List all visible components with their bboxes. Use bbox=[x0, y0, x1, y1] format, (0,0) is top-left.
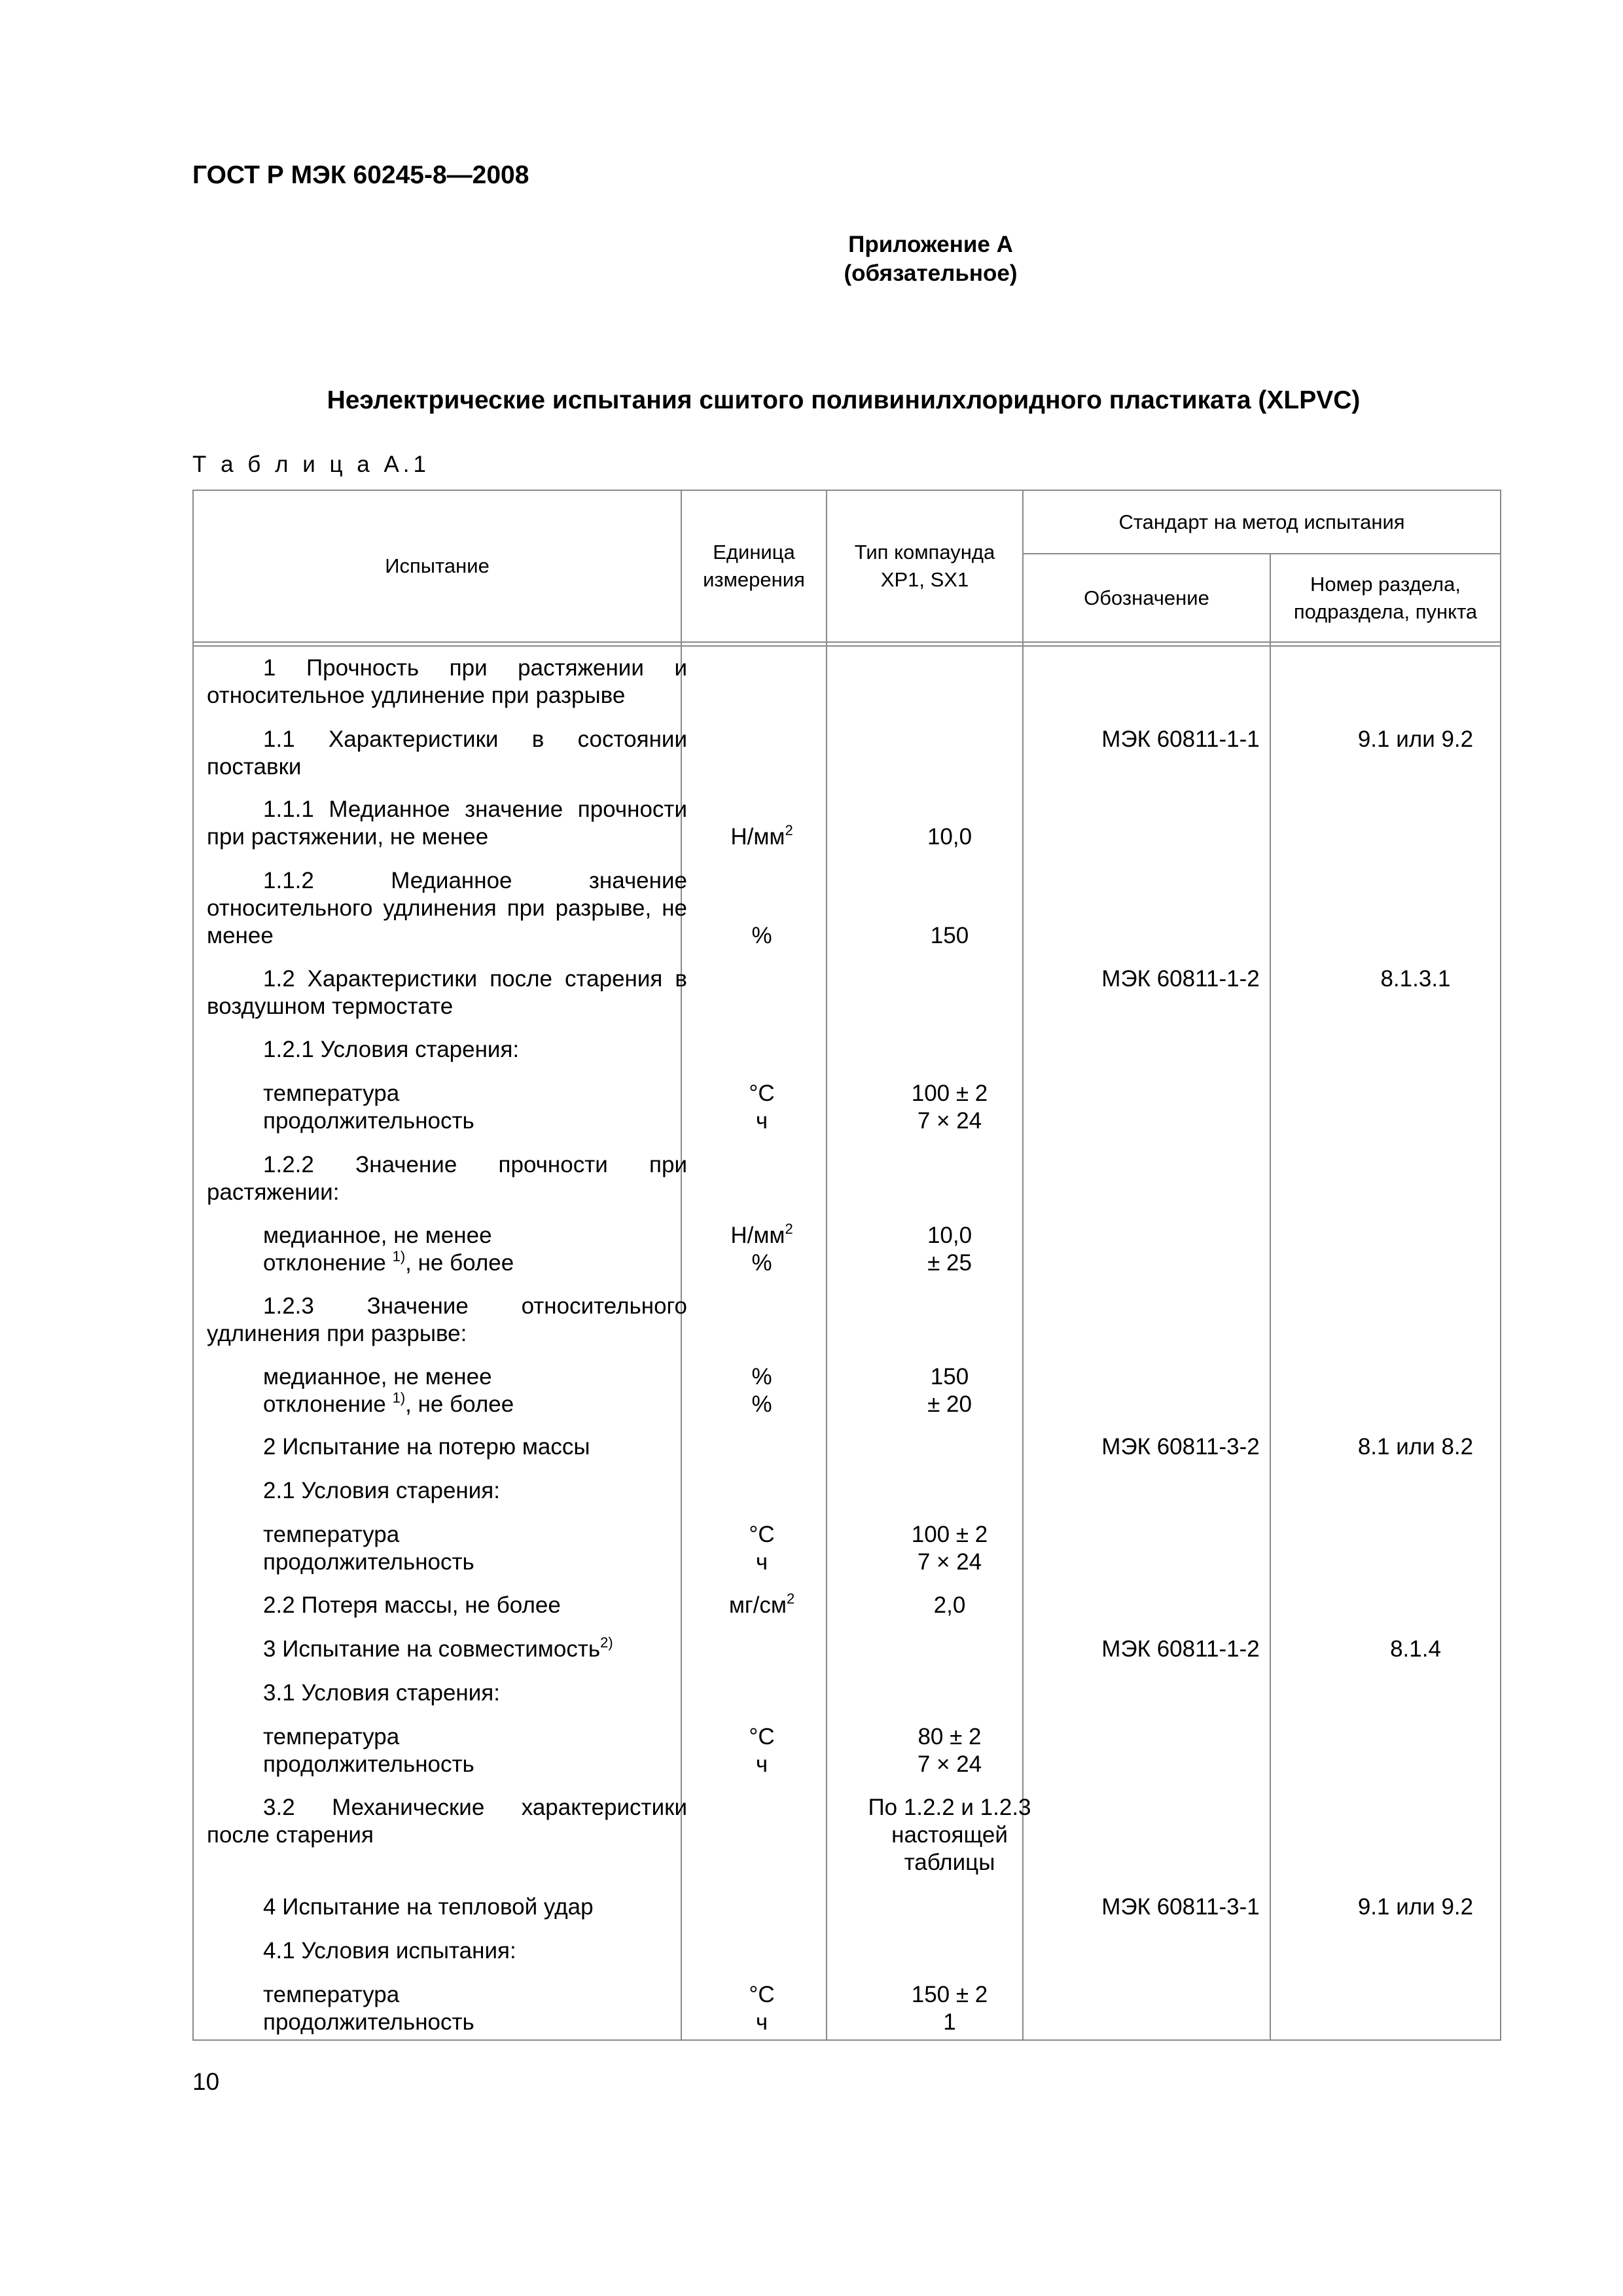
cell-test: 2 Испытание на потерю массы bbox=[263, 1434, 590, 1460]
cell-test: 1.1 Характеристики в состоянии поставки bbox=[207, 726, 687, 780]
cell-test: 3.2 Механические характеристики после старения bbox=[207, 1795, 687, 1848]
cell-test: 2.2 Потеря массы, не более bbox=[263, 1592, 561, 1618]
cell-value: 150 ± 2 1 bbox=[911, 1982, 988, 2035]
cell-test: температура продолжительность bbox=[263, 1522, 474, 1575]
cell-unit: % % bbox=[751, 1364, 772, 1417]
page-number: 10 bbox=[192, 2068, 220, 2095]
cell-unit: $мг/см^2$ bbox=[728, 1590, 795, 1618]
header-bottom-line bbox=[192, 641, 1501, 643]
cell-test: 1.2.3 Значение относительного удлинения при разрыве: bbox=[207, 1293, 687, 1346]
cell-clause: 8.1.4 bbox=[1390, 1636, 1441, 1662]
cell-value: 150 ± 20 bbox=[927, 1364, 972, 1417]
document-title: Неэлектрические испытания сшитого поливинилхлоридного пластиката (XLPVC) bbox=[327, 386, 1361, 414]
header-unit: Единица измерения bbox=[703, 541, 805, 591]
cell-test: температура продолжительность bbox=[263, 1982, 474, 2035]
cell-test: 1.2.2 Значение прочности при растяжении: bbox=[207, 1152, 687, 1205]
cell-clause: 8.1 или 8.2 bbox=[1357, 1434, 1474, 1460]
cell-standard: МЭК 60811-1-2 bbox=[1101, 966, 1260, 992]
header-test: Испытание bbox=[385, 554, 490, 577]
cell-test: 3.1 Условия старения: bbox=[263, 1680, 500, 1706]
cell-unit: % bbox=[751, 923, 772, 948]
appendix-type: (обязательное) bbox=[844, 260, 1018, 286]
cell-unit: °С ч bbox=[749, 1982, 775, 2035]
cell-test: медианное, не менее отклонение $^{1)}$, не более bbox=[263, 1223, 514, 1276]
cell-standard: МЭК 60811-3-1 bbox=[1101, 1894, 1260, 1920]
cell-test: медианное, не менее отклонение $^{1)}$, не более bbox=[263, 1364, 514, 1417]
cell-clause: 9.1 или 9.2 bbox=[1357, 726, 1474, 752]
cell-unit: $Н/мм^2$ bbox=[730, 822, 793, 850]
column-divider bbox=[1270, 553, 1271, 2041]
cell-unit: °С ч bbox=[749, 1081, 775, 1134]
cell-test: 1.1.1 Медианное значение прочности при растяжении, не менее bbox=[207, 797, 687, 850]
cell-standard: МЭК 60811-1-1 bbox=[1101, 726, 1260, 752]
header-bottom-line bbox=[192, 645, 1501, 647]
cell-test: 2.1 Условия старения: bbox=[263, 1478, 500, 1503]
cell-value: 150 bbox=[930, 923, 969, 948]
cell-standard: МЭК 60811-1-2 bbox=[1101, 1636, 1260, 1662]
cell-unit: $Н/мм^2$ % bbox=[730, 1221, 793, 1276]
cell-test: 3 Испытание на совместимость$^{2)}$ bbox=[263, 1634, 613, 1662]
document-header: ГОСТ Р МЭК 60245-8—2008 bbox=[192, 161, 529, 189]
cell-value: По 1.2.2 и 1.2.3 настоящей таблицы bbox=[868, 1795, 1031, 1875]
header-standard: Стандарт на метод испытания bbox=[1118, 510, 1405, 533]
cell-value: 100 ± 2 7 × 24 bbox=[911, 1522, 988, 1575]
appendix-title: Приложение А bbox=[848, 232, 1013, 257]
cell-test: 1.2 Характеристики после старения в воздушном термостате bbox=[207, 966, 687, 1019]
cell-standard: МЭК 60811-3-2 bbox=[1101, 1434, 1260, 1460]
cell-unit: °С ч bbox=[749, 1724, 775, 1777]
header-clause: Номер раздела, подраздела, пункта bbox=[1293, 572, 1478, 623]
cell-value: 80 ± 2 7 × 24 bbox=[917, 1724, 982, 1777]
cell-unit: °С ч bbox=[749, 1522, 775, 1575]
cell-test: 4.1 Условия испытания: bbox=[263, 1938, 516, 1964]
header-compound: Тип компаунда XP1, SX1 bbox=[854, 541, 995, 591]
cell-value: 100 ± 2 7 × 24 bbox=[911, 1081, 988, 1134]
cell-test: 1 Прочность при растяжении и относительное удлинение при разрыве bbox=[207, 655, 687, 708]
cell-clause: 9.1 или 9.2 bbox=[1357, 1894, 1474, 1920]
cell-test: 1.2.1 Условия старения: bbox=[263, 1037, 520, 1062]
cell-test: температура продолжительность bbox=[263, 1724, 474, 1777]
cell-test: 1.1.2 Медианное значение относительного удлинения при разрыве, не менее bbox=[207, 868, 687, 948]
cell-value: 10,0 ± 25 bbox=[927, 1223, 972, 1276]
cell-value: 10,0 bbox=[927, 824, 972, 850]
header-designation: Обозначение bbox=[1084, 586, 1209, 609]
cell-value: 2,0 bbox=[933, 1592, 966, 1618]
cell-clause: 8.1.3.1 bbox=[1380, 966, 1451, 992]
cell-test: температура продолжительность bbox=[263, 1081, 474, 1134]
cell-test: 4 Испытание на тепловой удар bbox=[263, 1894, 594, 1920]
table-caption: Т а б л и ц а А.1 bbox=[192, 452, 430, 477]
